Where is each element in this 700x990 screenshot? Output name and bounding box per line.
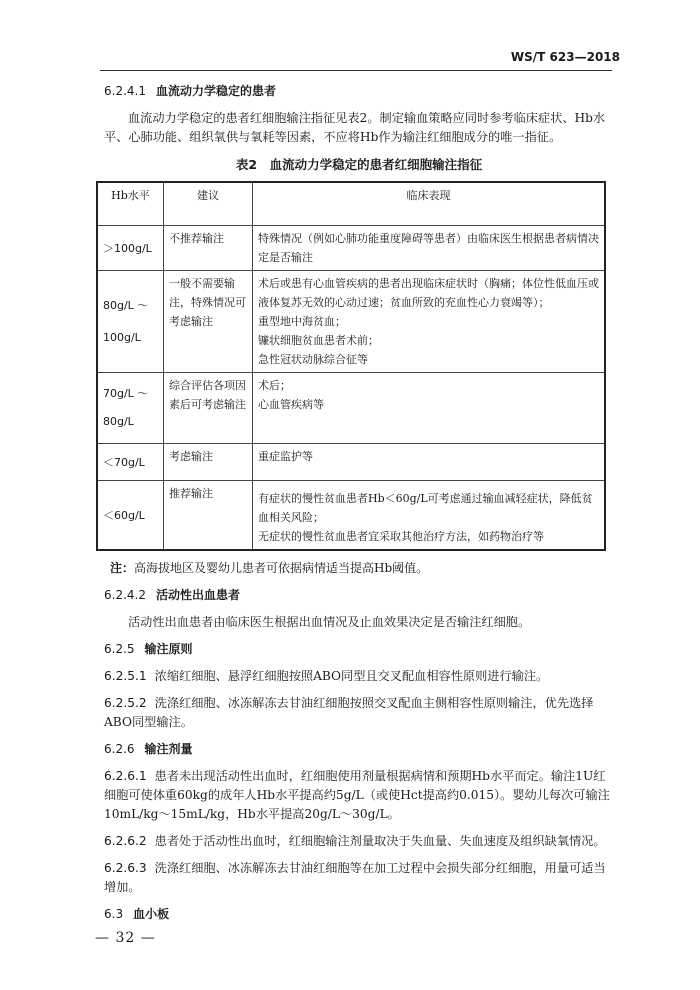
note-text: 高海拔地区及婴幼儿患者可依据病情适当提高Hb阈值。 <box>134 561 429 575</box>
advice-cell: 推荐输注 <box>164 481 253 551</box>
section-number: 6.2.6 <box>104 742 135 756</box>
clinical-cell: 术后或患有心血管疾病的患者出现临床症状时（胸痛；体位性低血压或液体复苏无效的心动过速；贫血所致的充血性心力衰竭等）； 重型地中海贫血； 镰状细胞贫血患者术前； 急性冠状动脉综合征等 <box>253 271 606 373</box>
section-number: 6.2.5 <box>104 642 135 656</box>
table-header-advice: 建议 <box>164 182 253 226</box>
page-content <box>104 82 614 932</box>
section-title: 血流动力学稳定的患者 <box>155 84 276 98</box>
clause-number: 6.2.5.2 <box>104 696 147 710</box>
table-header-hb: Hb水平 <box>97 182 164 226</box>
section-title: 输注原则 <box>144 642 193 656</box>
section-title: 输注剂量 <box>144 742 193 756</box>
section-heading <box>104 586 614 603</box>
clause-number: 6.2.6.1 <box>104 769 147 783</box>
clinical-cell: 术后； 心血管疾病等 <box>253 373 606 444</box>
numbered-paragraph <box>104 832 614 851</box>
table-row <box>97 481 605 551</box>
numbered-paragraph <box>104 859 614 897</box>
clause-text: 患者处于活动性出血时，红细胞输注剂量取决于失血量、失血速度及组织缺氧情况。 <box>154 834 606 848</box>
clause-number: 6.2.6.2 <box>104 834 147 848</box>
table-row <box>97 373 605 444</box>
hb-level-cell: ＞100g/L <box>97 226 164 271</box>
advice-cell: 不推荐输注 <box>164 226 253 271</box>
paragraph: 活动性出血患者由临床医生根据出血情况及止血效果决定是否输注红细胞。 <box>128 615 531 629</box>
header-divider <box>100 70 612 71</box>
section-number: 6.3 <box>104 907 124 921</box>
clause-text: 患者未出现活动性出血时，红细胞使用剂量根据病情和预期Hb水平而定。输注1U红细胞可使体重60kg的成年人Hb水平提高约5g/L（或使Hct提高约0.015）。婴幼儿每次可输注10mL/kg～15mL/kg，Hb水平提高20g/L～30g/L。 <box>104 769 610 821</box>
numbered-paragraph <box>104 767 614 824</box>
section-number: 6.2.4.2 <box>104 588 146 602</box>
hb-level-cell: ＜60g/L <box>97 481 164 551</box>
standard-code: WS/T 623—2018 <box>510 50 620 64</box>
table-caption: 表2 血流动力学稳定的患者红细胞输注指征 <box>235 157 483 172</box>
section-heading <box>104 82 614 99</box>
clinical-cell: 特殊情况（例如心肺功能重度障碍等患者）由临床医生根据患者病情决定是否输注 <box>253 226 606 271</box>
page-number: — 32 — <box>95 930 156 946</box>
advice-cell: 综合评估各项因素后可考虑输注 <box>164 373 253 444</box>
transfusion-table <box>96 181 606 551</box>
section-title: 活动性出血患者 <box>155 588 240 602</box>
hb-level-cell: 70g/L ～ 80g/L <box>97 373 164 444</box>
clinical-cell: 重症监护等 <box>253 444 606 481</box>
table-row <box>97 271 605 373</box>
section-title: 血小板 <box>133 907 170 921</box>
numbered-paragraph <box>104 667 614 686</box>
table-note <box>110 559 614 576</box>
clinical-cell: 有症状的慢性贫血患者Hb＜60g/L可考虑通过输血减轻症状，降低贫血相关风险； 无症状的慢性贫血患者宜采取其他治疗方法，如药物治疗等 <box>253 481 606 551</box>
section-heading <box>104 640 614 657</box>
note-label: 注： <box>110 561 135 575</box>
table-header-row <box>97 182 605 226</box>
hb-level-cell: ＜70g/L <box>97 444 164 481</box>
clause-text: 洗涤红细胞、冰冻解冻去甘油红细胞按照交叉配血主侧相容性原则输注，优先选择ABO同型输注。 <box>104 696 594 729</box>
clause-text: 洗涤红细胞、冰冻解冻去甘油红细胞等在加工过程中会损失部分红细胞，用量可适当增加。 <box>104 861 606 894</box>
section-heading <box>104 740 614 757</box>
clause-text: 浓缩红细胞、悬浮红细胞按照ABO同型且交叉配血相容性原则进行输注。 <box>154 669 549 683</box>
table-row <box>97 444 605 481</box>
table-row <box>97 226 605 271</box>
numbered-paragraph <box>104 694 614 732</box>
advice-cell: 一般不需要输注，特殊情况可考虑输注 <box>164 271 253 373</box>
advice-cell: 考虑输注 <box>164 444 253 481</box>
table-header-clinical: 临床表现 <box>253 182 606 226</box>
section-heading <box>104 905 614 922</box>
hb-level-cell: 80g/L ～ 100g/L <box>97 271 164 373</box>
clause-number: 6.2.5.1 <box>104 669 147 683</box>
clause-number: 6.2.6.3 <box>104 861 147 875</box>
paragraph: 血流动力学稳定的患者红细胞输注指征见表2。制定输血策略应同时参考临床症状、Hb水平、心肺功能、组织氧供与氧耗等因素，不应将Hb作为输注红细胞成分的唯一指征。 <box>104 111 606 144</box>
section-number: 6.2.4.1 <box>104 84 146 98</box>
